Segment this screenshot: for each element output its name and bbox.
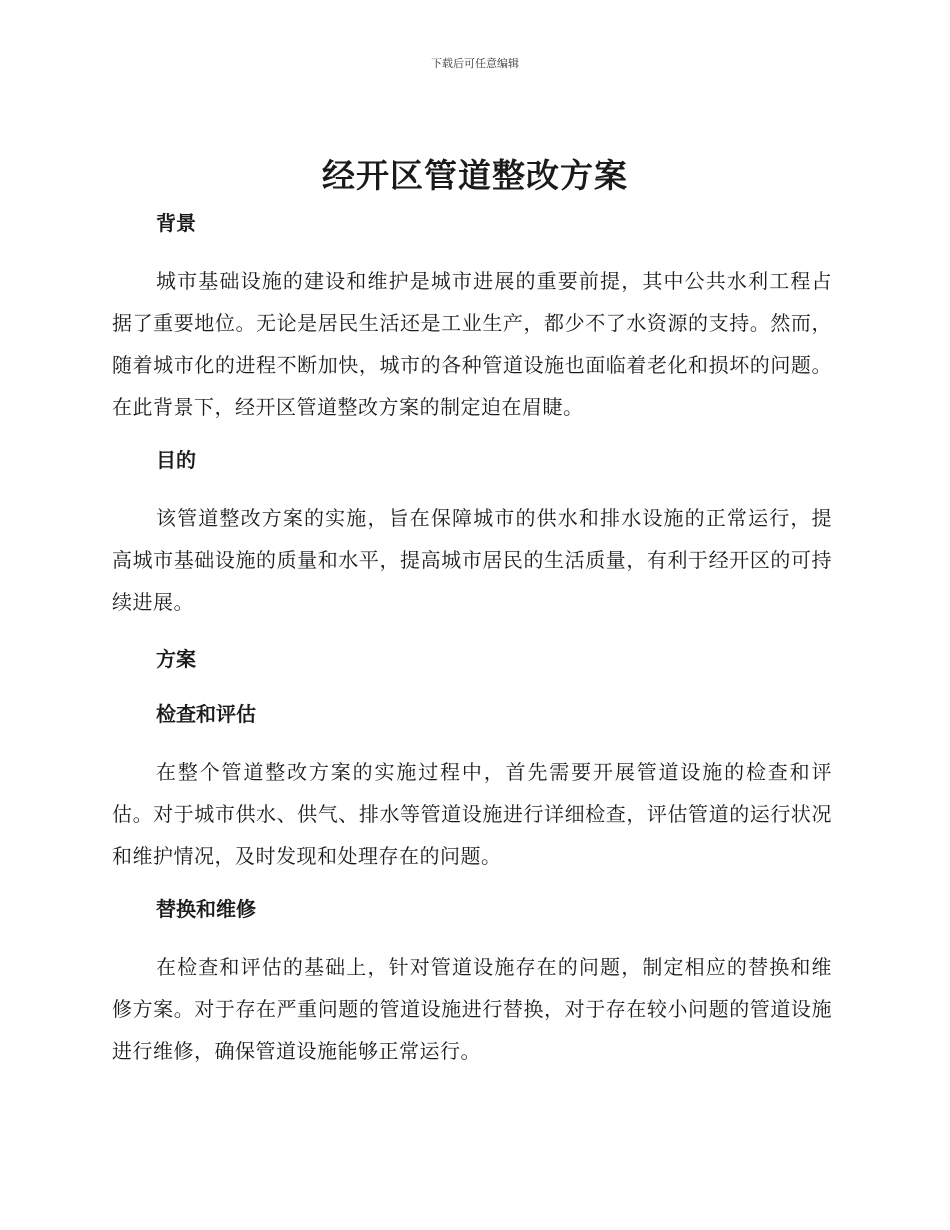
heading-purpose: 目的 xyxy=(156,448,196,472)
paragraph-purpose: 该管道整改方案的实施，旨在保障城市的供水和排水设施的正常运行，提高城市基础设施的质量和水平，提高城市居民的生活质量，有利于经开区的可持续进展。 xyxy=(112,506,832,614)
document-body xyxy=(112,205,832,1072)
paragraph-inspection: 在整个管道整改方案的实施过程中，首先需要开展管道设施的检查和评估。对于城市供水、供气、排水等管道设施进行详细检查，评估管道的运行状况和维护情况，及时发现和处理存在的问题。 xyxy=(112,760,832,868)
heading-inspection: 检查和评估 xyxy=(156,702,256,726)
document-title: 经开区管道整改方案 xyxy=(322,156,628,195)
paragraph-background: 城市基础设施的建设和维护是城市进展的重要前提，其中公共水利工程占据了重要地位。无论是居民生活还是工业生产，都少不了水资源的支持。然而，随着城市化的进程不断加快，城市的各种管道设施也面临着老化和损坏的问题。在此背景下，经开区管道整改方案的制定迫在眉睫。 xyxy=(112,269,832,419)
heading-repair: 替换和维修 xyxy=(156,897,256,921)
header-note: 下载后可任意编辑 xyxy=(431,57,519,70)
paragraph-repair: 在检查和评估的基础上，针对管道设施存在的问题，制定相应的替换和维修方案。对于存在严重问题的管道设施进行替换，对于存在较小问题的管道设施进行维修，确保管道设施能够正常运行。 xyxy=(112,955,832,1063)
heading-background: 背景 xyxy=(156,211,196,235)
heading-plan: 方案 xyxy=(156,647,196,671)
